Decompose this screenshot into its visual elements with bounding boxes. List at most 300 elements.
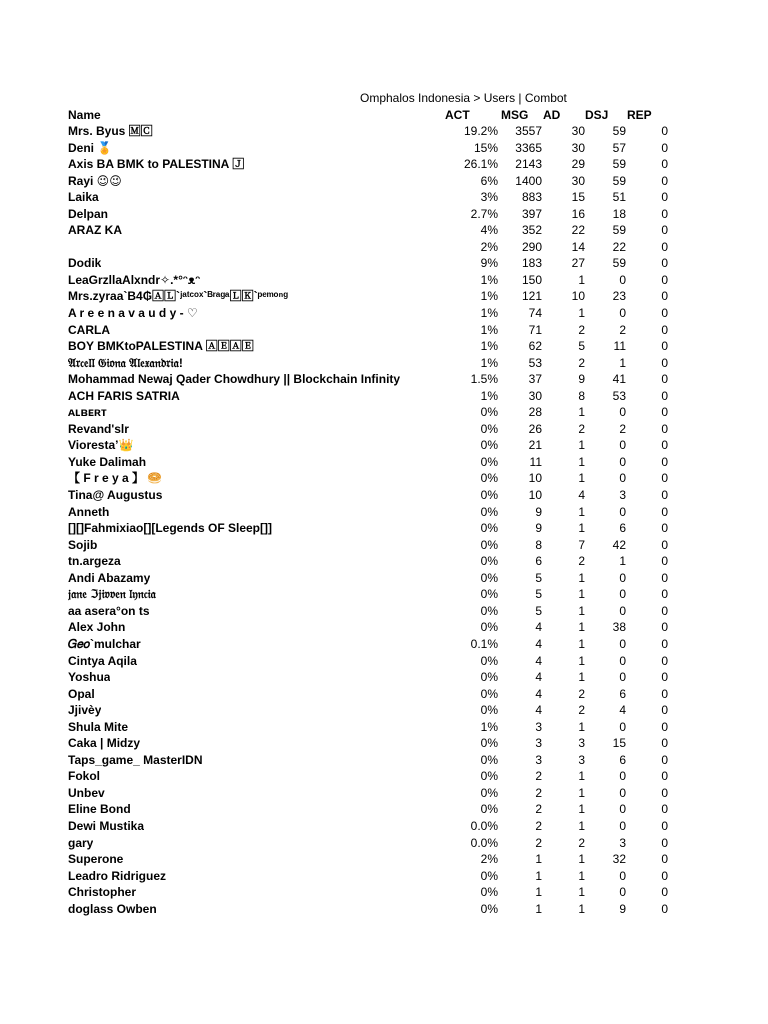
cell-ad: 1 [578, 405, 585, 420]
cell-act: 0% [480, 620, 498, 635]
cell-name: Dodik [68, 256, 102, 271]
cell-act: 0% [480, 703, 498, 718]
table-row [0, 669, 768, 686]
cell-name: Axis BA BMK to PALESTINA 🄹 [68, 157, 245, 172]
table-row [0, 487, 768, 504]
cell-rep: 0 [661, 835, 668, 850]
table-row [0, 322, 768, 339]
table-row [0, 388, 768, 405]
cell-act: 0% [480, 802, 498, 817]
table-row [0, 901, 768, 918]
cell-rep: 0 [661, 140, 668, 155]
cell-ad: 29 [571, 157, 585, 172]
cell-ad: 1 [578, 587, 585, 602]
cell-name: Alex John [68, 620, 126, 635]
cell-act: 2% [480, 852, 498, 867]
cell-ad: 30 [571, 173, 585, 188]
cell-dsj: 0 [619, 670, 626, 685]
table-row [0, 768, 768, 785]
cell-ad: 1 [578, 885, 585, 900]
cell-act: 0% [480, 421, 498, 436]
table-row [0, 173, 768, 190]
cell-act: 2.7% [470, 206, 498, 221]
cell-act: 9% [480, 256, 498, 271]
table-row [0, 702, 768, 719]
cell-name: 【 F r e y a 】 🥯 [68, 471, 163, 486]
table-row [0, 272, 768, 289]
cell-name: Dewi Mustika [68, 818, 145, 833]
cell-rep: 0 [661, 223, 668, 238]
cell-rep: 0 [661, 388, 668, 403]
cell-name: ARAZ KA [68, 223, 122, 238]
cell-act: 0% [480, 769, 498, 784]
table-row [0, 653, 768, 670]
cell-ad: 1 [578, 818, 585, 833]
cell-dsj: 1 [619, 355, 626, 370]
cell-act: 0% [480, 686, 498, 701]
cell-rep: 0 [661, 322, 668, 337]
cell-name: Unbev [68, 785, 105, 800]
cell-msg: 4 [535, 703, 542, 718]
cell-dsj: 0 [619, 868, 626, 883]
table-row [0, 719, 768, 736]
cell-msg: 5 [535, 587, 542, 602]
cell-rep: 0 [661, 289, 668, 304]
cell-msg: 150 [521, 272, 542, 287]
cell-act: 1% [480, 322, 498, 337]
cell-name: Cintya Aqila [68, 653, 137, 668]
cell-name: [][]Fahmixiao[][Legends OF Sleep[]] [68, 521, 272, 536]
cell-name: Sojib [68, 537, 98, 552]
cell-name: CARLA [68, 322, 110, 337]
cell-name: Tina@ Augustus [68, 488, 163, 503]
cell-ad: 1 [578, 719, 585, 734]
cell-dsj: 0 [619, 603, 626, 618]
cell-rep: 0 [661, 157, 668, 172]
column-header-name: Name [68, 108, 101, 122]
cell-rep: 0 [661, 686, 668, 701]
cell-ad: 1 [578, 769, 585, 784]
cell-act: 26.1% [463, 157, 498, 172]
table-row [0, 752, 768, 769]
table-row [0, 636, 768, 653]
cell-act: 0% [480, 454, 498, 469]
cell-rep: 0 [661, 272, 668, 287]
cell-ad: 1 [578, 272, 585, 287]
cell-dsj: 0 [619, 818, 626, 833]
cell-act: 1% [480, 355, 498, 370]
column-header-msg: MSG [501, 108, 529, 122]
cell-act: 0% [480, 901, 498, 916]
cell-name: ᴀʟʙᴇʀᴛ [68, 405, 107, 420]
cell-ad: 1 [578, 438, 585, 453]
cell-ad: 9 [578, 372, 585, 387]
table-row [0, 404, 768, 421]
cell-rep: 0 [661, 901, 668, 916]
cell-msg: 2 [535, 802, 542, 817]
cell-dsj: 0 [619, 636, 626, 651]
cell-msg: 3365 [515, 140, 542, 155]
cell-msg: 74 [528, 306, 542, 321]
table-row [0, 735, 768, 752]
cell-msg: 10 [528, 488, 542, 503]
cell-name: Taps_game_ MasterIDN [68, 752, 203, 767]
table-row [0, 520, 768, 537]
cell-name: Caka | Midzy [68, 736, 141, 751]
cell-ad: 3 [578, 736, 585, 751]
cell-dsj: 18 [612, 206, 626, 221]
cell-name: Rayi 😉😉 [68, 173, 122, 188]
cell-name: Eline Bond [68, 802, 131, 817]
cell-ad: 30 [571, 140, 585, 155]
cell-dsj: 0 [619, 570, 626, 585]
table-row [0, 454, 768, 471]
cell-name: Jjivèy [68, 703, 102, 718]
cell-rep: 0 [661, 124, 668, 138]
cell-dsj: 57 [612, 140, 626, 155]
table-row [0, 156, 768, 173]
cell-rep: 0 [661, 504, 668, 519]
cell-dsj: 0 [619, 504, 626, 519]
table-row [0, 619, 768, 636]
cell-rep: 0 [661, 405, 668, 420]
cell-dsj: 1 [619, 554, 626, 569]
cell-dsj: 0 [619, 719, 626, 734]
cell-act: 0% [480, 554, 498, 569]
table-row [0, 206, 768, 223]
table-row [0, 255, 768, 272]
cell-msg: 10 [528, 471, 542, 486]
cell-ad: 1 [578, 603, 585, 618]
cell-dsj: 9 [619, 901, 626, 916]
cell-dsj: 0 [619, 272, 626, 287]
cell-rep: 0 [661, 239, 668, 254]
cell-dsj: 32 [612, 852, 626, 867]
cell-name: tn.argeza [68, 554, 121, 569]
cell-dsj: 3 [619, 835, 626, 850]
cell-dsj: 6 [619, 752, 626, 767]
table-row [0, 570, 768, 587]
cell-rep: 0 [661, 769, 668, 784]
table-row [0, 851, 768, 868]
cell-msg: 2 [535, 818, 542, 833]
cell-dsj: 6 [619, 686, 626, 701]
cell-msg: 4 [535, 620, 542, 635]
cell-name: Fokol [68, 769, 100, 784]
table-row [0, 537, 768, 554]
cell-msg: 2 [535, 835, 542, 850]
cell-rep: 0 [661, 802, 668, 817]
cell-ad: 2 [578, 322, 585, 337]
cell-msg: 4 [535, 636, 542, 651]
cell-ad: 1 [578, 802, 585, 817]
cell-dsj: 59 [612, 173, 626, 188]
cell-rep: 0 [661, 703, 668, 718]
table-row [0, 818, 768, 835]
cell-msg: 62 [528, 339, 542, 354]
cell-name: Mrs. Byus 🄼🄲 [68, 124, 153, 138]
cell-name: Mrs.zyraa`B4₲🄰🄻`ʲᵃᵗᶜᵒˣ`ᴮʳᵃᵍᵃ🄻🄺`ᵖᵉᵐᵒⁿᵍ [68, 289, 288, 304]
column-header-act: ACT [445, 108, 470, 122]
table-row [0, 470, 768, 487]
cell-act: 6% [480, 173, 498, 188]
cell-dsj: 0 [619, 306, 626, 321]
cell-rep: 0 [661, 339, 668, 354]
table-row [0, 140, 768, 157]
cell-msg: 1 [535, 901, 542, 916]
cell-ad: 1 [578, 653, 585, 668]
cell-msg: 37 [528, 372, 542, 387]
cell-rep: 0 [661, 206, 668, 221]
cell-name: Opal [68, 686, 95, 701]
cell-act: 0% [480, 670, 498, 685]
cell-msg: 21 [528, 438, 542, 453]
cell-rep: 0 [661, 488, 668, 503]
cell-msg: 3 [535, 719, 542, 734]
page-title: Omphalos Indonesia > Users | Combot [360, 91, 567, 105]
cell-ad: 1 [578, 636, 585, 651]
cell-name: doglass Owben [68, 901, 157, 916]
cell-ad: 1 [578, 570, 585, 585]
cell-rep: 0 [661, 885, 668, 900]
cell-dsj: 22 [612, 239, 626, 254]
cell-ad: 1 [578, 521, 585, 536]
cell-ad: 2 [578, 686, 585, 701]
cell-dsj: 42 [612, 537, 626, 552]
cell-ad: 30 [571, 124, 585, 138]
cell-name: Superone [68, 852, 124, 867]
cell-dsj: 53 [612, 388, 626, 403]
cell-msg: 2 [535, 785, 542, 800]
cell-msg: 4 [535, 686, 542, 701]
cell-name: Yuke Dalimah [68, 454, 147, 469]
cell-rep: 0 [661, 620, 668, 635]
cell-msg: 121 [521, 289, 542, 304]
cell-msg: 9 [535, 521, 542, 536]
cell-dsj: 4 [619, 703, 626, 718]
cell-act: 1% [480, 388, 498, 403]
cell-msg: 9 [535, 504, 542, 519]
table-row [0, 504, 768, 521]
cell-act: 0% [480, 752, 498, 767]
cell-dsj: 51 [612, 190, 626, 205]
cell-act: 1% [480, 289, 498, 304]
cell-dsj: 38 [612, 620, 626, 635]
cell-rep: 0 [661, 636, 668, 651]
cell-ad: 1 [578, 901, 585, 916]
cell-act: 0% [480, 488, 498, 503]
cell-dsj: 15 [612, 736, 626, 751]
cell-msg: 3 [535, 736, 542, 751]
table-row [0, 123, 768, 140]
cell-dsj: 3 [619, 488, 626, 503]
cell-act: 1% [480, 719, 498, 734]
cell-ad: 2 [578, 355, 585, 370]
cell-rep: 0 [661, 421, 668, 436]
cell-ad: 2 [578, 554, 585, 569]
cell-name: gary [68, 835, 94, 850]
cell-dsj: 6 [619, 521, 626, 536]
cell-name: Leadro Ridriguez [68, 868, 167, 883]
table-row [0, 553, 768, 570]
table-row [0, 801, 768, 818]
cell-dsj: 41 [612, 372, 626, 387]
cell-rep: 0 [661, 719, 668, 734]
cell-act: 0% [480, 405, 498, 420]
table-row [0, 222, 768, 239]
table-row [0, 586, 768, 603]
cell-msg: 1 [535, 852, 542, 867]
table-row [0, 239, 768, 256]
cell-act: 15% [473, 140, 498, 155]
cell-name: aa asera°on ts [68, 603, 150, 618]
cell-name: Deni 🏅 [68, 140, 113, 155]
cell-act: 0% [480, 653, 498, 668]
cell-act: 0% [480, 736, 498, 751]
cell-dsj: 0 [619, 587, 626, 602]
cell-act: 1% [480, 339, 498, 354]
table-row [0, 288, 768, 305]
cell-rep: 0 [661, 736, 668, 751]
cell-ad: 2 [578, 835, 585, 850]
cell-name: Yoshua [68, 670, 111, 685]
cell-act: 0% [480, 504, 498, 519]
cell-msg: 30 [528, 388, 542, 403]
cell-rep: 0 [661, 438, 668, 453]
cell-act: 2% [480, 239, 498, 254]
cell-ad: 5 [578, 339, 585, 354]
cell-rep: 0 [661, 537, 668, 552]
cell-msg: 3557 [515, 124, 542, 138]
cell-ad: 7 [578, 537, 585, 552]
cell-dsj: 0 [619, 653, 626, 668]
cell-act: 0% [480, 587, 498, 602]
cell-name: 𝔄𝔯𝔠𝔢𝔩𝔩 𝔊𝔦𝔬𝔫𝔞 𝔄𝔩𝔢𝔵𝔞𝔫𝔡𝔯𝔦𝔞! [68, 355, 183, 370]
cell-dsj: 59 [612, 256, 626, 271]
cell-act: 0% [480, 570, 498, 585]
cell-name: Revand'slr [68, 421, 129, 436]
cell-name: Laika [68, 190, 99, 205]
cell-dsj: 0 [619, 885, 626, 900]
table-row [0, 785, 768, 802]
cell-msg: 5 [535, 570, 542, 585]
cell-dsj: 0 [619, 438, 626, 453]
cell-rep: 0 [661, 587, 668, 602]
cell-rep: 0 [661, 173, 668, 188]
cell-act: 0% [480, 868, 498, 883]
cell-name: Andi Abazamy [68, 570, 151, 585]
cell-msg: 1400 [515, 173, 542, 188]
cell-ad: 1 [578, 852, 585, 867]
cell-act: 1% [480, 272, 498, 287]
cell-dsj: 0 [619, 405, 626, 420]
cell-rep: 0 [661, 868, 668, 883]
cell-ad: 2 [578, 421, 585, 436]
cell-ad: 1 [578, 868, 585, 883]
table-row [0, 355, 768, 372]
cell-act: 0% [480, 521, 498, 536]
table-row [0, 189, 768, 206]
cell-act: 3% [480, 190, 498, 205]
cell-msg: 53 [528, 355, 542, 370]
cell-rep: 0 [661, 603, 668, 618]
cell-ad: 1 [578, 306, 585, 321]
cell-rep: 0 [661, 306, 668, 321]
cell-act: 0.1% [470, 636, 498, 651]
cell-name: Mohammad Newaj Qader Chowdhury || Blockchain Infinity [68, 372, 401, 387]
cell-name: Vioresta’👑 [68, 438, 134, 453]
table-row [0, 437, 768, 454]
table-row [0, 338, 768, 355]
cell-act: 19.2% [463, 124, 498, 138]
table-row [0, 686, 768, 703]
cell-act: 1% [480, 306, 498, 321]
cell-msg: 2143 [515, 157, 542, 172]
table-row [0, 835, 768, 852]
cell-rep: 0 [661, 256, 668, 271]
cell-act: 0% [480, 438, 498, 453]
cell-ad: 14 [571, 239, 585, 254]
cell-msg: 71 [528, 322, 542, 337]
column-header-dsj: DSJ [585, 108, 609, 122]
cell-act: 0% [480, 885, 498, 900]
cell-rep: 0 [661, 355, 668, 370]
cell-rep: 0 [661, 471, 668, 486]
cell-msg: 26 [528, 421, 542, 436]
cell-ad: 1 [578, 620, 585, 635]
cell-dsj: 11 [613, 339, 626, 354]
cell-dsj: 0 [619, 785, 626, 800]
cell-act: 4% [480, 223, 498, 238]
table-row [0, 421, 768, 438]
cell-name: Christopher [68, 885, 137, 900]
cell-dsj: 23 [612, 289, 626, 304]
cell-name: Anneth [68, 504, 110, 519]
cell-rep: 0 [661, 852, 668, 867]
cell-rep: 0 [661, 818, 668, 833]
cell-dsj: 2 [619, 322, 626, 337]
cell-name: LeaGrzllaAlxndr✧.*°ᵔᴥᵔ [68, 272, 201, 287]
cell-dsj: 0 [619, 454, 626, 469]
cell-rep: 0 [661, 785, 668, 800]
cell-msg: 290 [521, 239, 542, 254]
cell-msg: 3 [535, 752, 542, 767]
cell-act: 0% [480, 471, 498, 486]
cell-msg: 2 [535, 769, 542, 784]
cell-name: ACH FARIS SATRIA [68, 388, 180, 403]
cell-rep: 0 [661, 670, 668, 685]
cell-msg: 6 [535, 554, 542, 569]
cell-rep: 0 [661, 570, 668, 585]
cell-msg: 352 [521, 223, 542, 238]
table-row [0, 371, 768, 388]
cell-msg: 1 [535, 885, 542, 900]
table-row [0, 884, 768, 901]
cell-dsj: 2 [619, 421, 626, 436]
cell-name: A r e e n a v a u d y - ♡ [68, 306, 198, 321]
cell-ad: 1 [578, 785, 585, 800]
cell-ad: 8 [578, 388, 585, 403]
cell-rep: 0 [661, 653, 668, 668]
cell-rep: 0 [661, 454, 668, 469]
column-header-rep: REP [627, 108, 652, 122]
cell-rep: 0 [661, 372, 668, 387]
cell-msg: 8 [535, 537, 542, 552]
cell-rep: 0 [661, 190, 668, 205]
cell-msg: 1 [535, 868, 542, 883]
cell-dsj: 0 [619, 471, 626, 486]
cell-ad: 1 [578, 504, 585, 519]
